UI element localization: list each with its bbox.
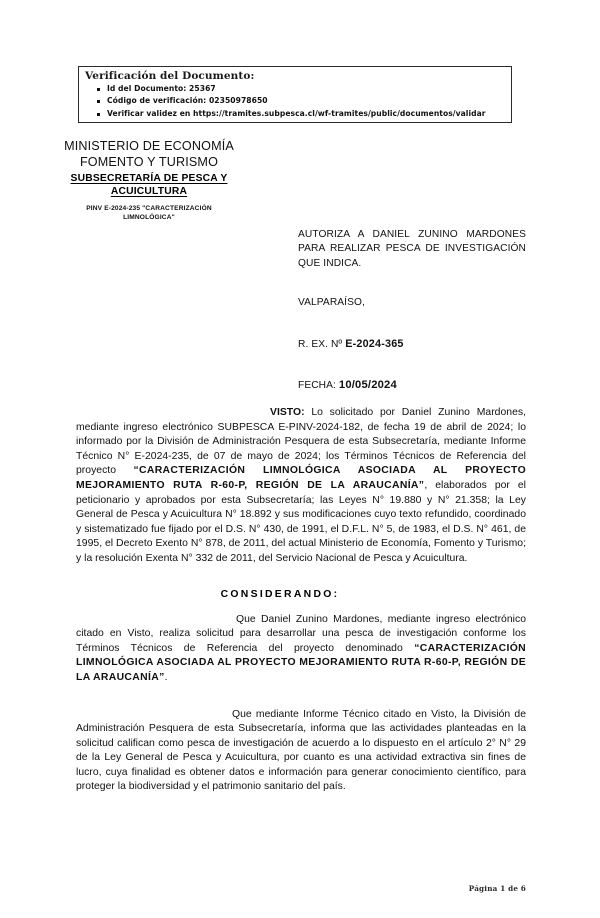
document-place: VALPARAÍSO, bbox=[298, 297, 365, 309]
verification-item-code: Código de verificación: 02350978650 bbox=[107, 95, 511, 107]
institutional-header bbox=[30, 139, 268, 222]
paragraph-considerando-1 bbox=[76, 613, 526, 686]
document-date-value: 10/05/2024 bbox=[338, 379, 397, 392]
paragraph-visto bbox=[76, 406, 526, 567]
project-reference-line-2: LIMNOLÓGICA" bbox=[123, 213, 175, 221]
document-metadata bbox=[298, 228, 526, 393]
document-subject: AUTORIZA A DANIEL ZUNINO MARDONES PARA REALIZAR PESCA DE INVESTIGACIÓN QUE INDICA. bbox=[298, 229, 526, 269]
considerando-heading: CONSIDERANDO: bbox=[220, 588, 340, 600]
resolution-number-row bbox=[298, 337, 526, 352]
visto-text-part-1: Lo solicitado por Daniel Zunino Mardones, mediante ingreso electrónico SUBPESCA E-PINV-2024-182, de fecha 19 de abril de 2024; lo informado por la División de Administración Pesquera de esta Subsecretaría, mediante Informe Técnico N° E-2024-235, de 07 de mayo de 2024; los Términos Técnicos de Referencia del proyecto bbox=[76, 407, 526, 477]
document-date-row bbox=[298, 378, 526, 393]
verification-list bbox=[85, 83, 511, 120]
spacer-between-paragraphs bbox=[76, 686, 526, 708]
document-date-label: FECHA: bbox=[298, 380, 339, 392]
verification-box bbox=[78, 66, 512, 123]
subsecretaria-title bbox=[30, 173, 268, 198]
paragraph-considerando-2: Que mediante Informe Técnico citado en Visto, la División de Administración Pesquera de esta Subsecretaría, informa que las actividades planteadas en la solicitud califican como pesca de investigación de acuerdo a lo dispuesto en el artículo 2° N° 29 de la Ley General de Pesca y Acuicultura, por cuanto es una actividad extractiva sin fines de lucro, cuya finalidad es obtener datos e información para generar conocimiento científico, para proteger la biodiversidad y el patrimonio sanitario del país. bbox=[76, 708, 526, 793]
spacer-after-heading bbox=[76, 600, 526, 613]
document-body bbox=[76, 406, 526, 795]
subsecretaria-line-2: ACUICULTURA bbox=[110, 185, 188, 197]
verification-item-document-id: Id del Documento: 25367 bbox=[107, 83, 511, 95]
page-footer bbox=[0, 876, 600, 895]
considerando-1-project-name: “CARACTERIZACIÓN LIMNOLÓGICA ASOCIADA AL PROYECTO MEJORAMIENTO RUTA R-60-P, REGIÓN DE LA ARAUCANÍA” bbox=[76, 642, 526, 683]
visto-text-part-2: , elaborados por el peticionario y aprobados por esta Subsecretaría; las Leyes N° 19.880 y N° 21.358; la Ley General de Pesca y Acuicultura N° 18.892 y sus modificaciones cuyo texto refundido, coordinado y sistematizado fue fijado por el D.S. N° 430, de 1991, el D.F.L. N° 5, de 1983, el D.S. N° 461, de 1995, el Decreto Exento N° 878, de 2011, del actual Ministerio de Economía, Fomento y Turismo; y la resolución Exenta N° 332 de 2011, del Servicio Nacional de Pesca y Acuicultura. bbox=[76, 479, 526, 564]
ministry-line-1: MINISTERIO DE ECONOMÍA bbox=[64, 139, 234, 153]
subsecretaria-line-1: SUBSECRETARÍA DE PESCA Y bbox=[70, 173, 228, 184]
visto-lead: VISTO: bbox=[270, 407, 305, 418]
visto-project-name: “CARACTERIZACIÓN LIMNOLÓGICA ASOCIADA AL PROYECTO MEJORAMIENTO RUTA R-60-P, REGIÓN DE LA ARAUCANÍA” bbox=[76, 465, 527, 491]
resolution-number-label: R. EX. Nº bbox=[298, 338, 346, 350]
project-reference bbox=[30, 205, 268, 222]
considerando-1-text-part-2: . bbox=[164, 671, 168, 683]
considerando-1-text-part-1: Que Daniel Zunino Mardones, mediante ingreso electrónico citado en Visto, realiza solicitud para desarrollar una pesca de investigación conforme los Términos Técnicos de Referencia del proyecto denominado bbox=[76, 613, 526, 654]
ministry-line-2: FOMENTO Y TURISMO bbox=[79, 154, 219, 169]
verification-title: Verificación del Documento: bbox=[85, 70, 255, 82]
page-number: Página 1 de 6 bbox=[468, 884, 526, 893]
project-reference-line-1: PINV E-2024-235 "CARACTERIZACIÓN bbox=[86, 205, 212, 213]
resolution-number-value: E-2024-365 bbox=[345, 337, 404, 350]
verification-item-validation-url: Verificar validez en https://tramites.subpesca.cl/wf-tramites/public/documentos/validar bbox=[107, 108, 511, 120]
